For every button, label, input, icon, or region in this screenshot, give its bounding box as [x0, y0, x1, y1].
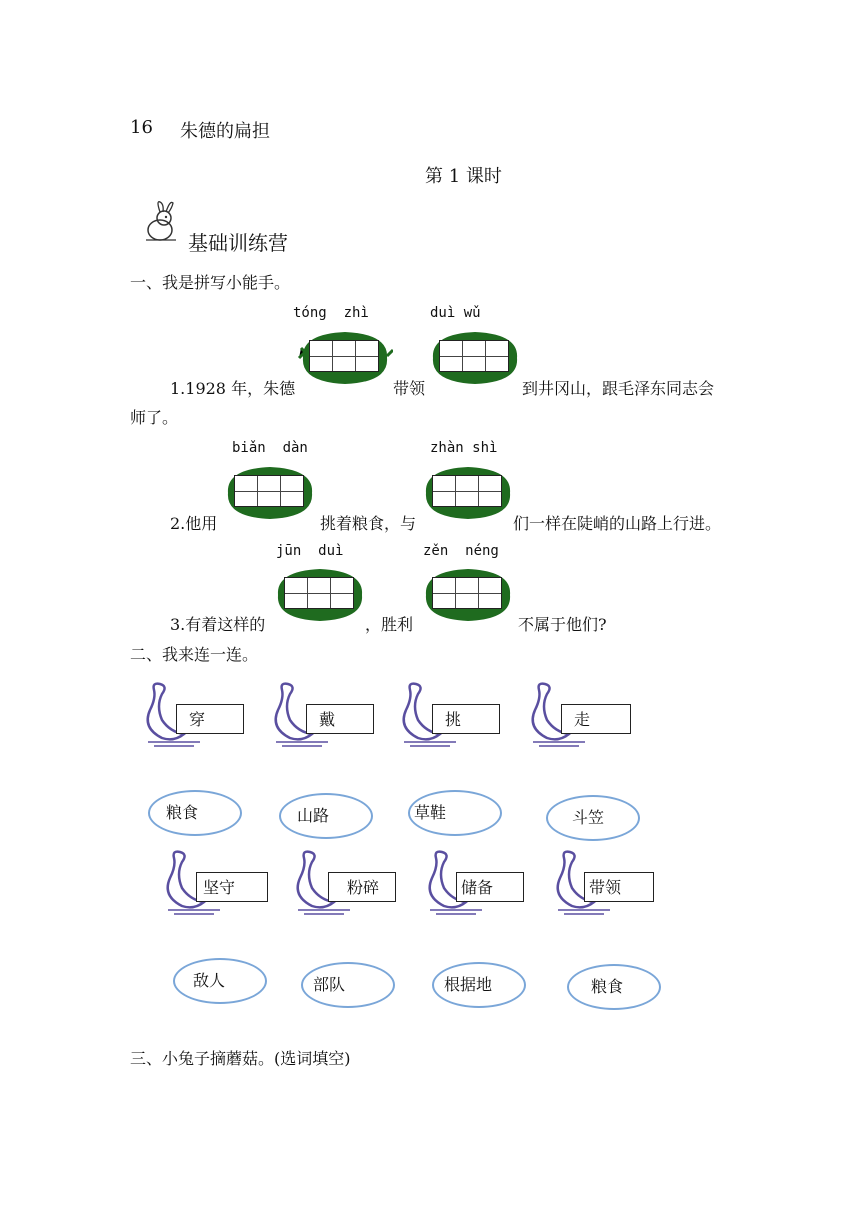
- q3-text-c: 不属于他们?: [518, 615, 607, 634]
- part1-heading: 一、我是拼写小能手。: [130, 273, 291, 292]
- verb-box: 粉碎: [328, 872, 396, 902]
- verb-box: 带领: [584, 872, 654, 902]
- verb-box: 坚守: [196, 872, 268, 902]
- q1-text-b: 带领: [393, 379, 426, 398]
- pinyin-duiwu: duì wǔ: [430, 305, 481, 321]
- noun-oval[interactable]: 敌人: [173, 958, 267, 1004]
- hedge-answer-1a[interactable]: [297, 328, 393, 388]
- pinyin-zhanshi: zhàn shì: [430, 440, 498, 456]
- q1-text-c: 到井冈山，跟毛泽东同志会: [522, 379, 715, 398]
- q2-text-a: 2.他用: [170, 514, 218, 533]
- verb-box: 戴: [306, 704, 374, 734]
- noun-oval[interactable]: 山路: [279, 793, 373, 839]
- lesson-title: 朱德的扁担: [180, 121, 270, 142]
- verb-box: 挑: [432, 704, 500, 734]
- q3-text-a: 3.有着这样的: [170, 615, 266, 634]
- verb-item[interactable]: [140, 680, 250, 750]
- part2-heading: 二、我来连一连。: [130, 645, 259, 664]
- q1-text-a: 1.1928 年，朱德: [170, 379, 296, 398]
- lesson-number: 16: [130, 117, 153, 138]
- verb-box: 储备: [456, 872, 524, 902]
- q2-text-c: 们一样在陡峭的山路上行进。: [513, 514, 722, 533]
- verb-box: 穿: [176, 704, 244, 734]
- verb-box: 走: [561, 704, 631, 734]
- hedge-answer-2a[interactable]: [222, 463, 318, 523]
- hedge-answer-3a[interactable]: [272, 565, 368, 625]
- hedge-answer-1b[interactable]: [427, 328, 523, 388]
- noun-oval[interactable]: 根据地: [432, 962, 526, 1008]
- verb-item[interactable]: [550, 848, 660, 918]
- q3-text-b: ，胜利: [365, 615, 414, 634]
- verb-item[interactable]: [422, 848, 532, 918]
- noun-oval[interactable]: 部队: [301, 962, 395, 1008]
- session-label: 第 1 课时: [425, 166, 502, 187]
- noun-oval[interactable]: 粮食: [567, 964, 661, 1010]
- hedge-answer-2b[interactable]: [420, 463, 516, 523]
- noun-oval[interactable]: 草鞋: [408, 790, 502, 836]
- pinyin-zenneng: zěn néng: [423, 543, 499, 559]
- part3-heading: 三、小兔子摘蘑菇。(选词填空): [130, 1049, 351, 1068]
- pinyin-tongzhi: tóng zhì: [293, 305, 369, 321]
- section-header: 基础训练营: [188, 231, 288, 255]
- rabbit-icon: [138, 200, 184, 246]
- q2-text-b: 挑着粮食，与: [320, 514, 417, 533]
- pinyin-jundui: jūn duì: [276, 543, 344, 559]
- q1-text-d: 师了。: [130, 408, 179, 427]
- pinyin-biandan: biǎn dàn: [232, 440, 308, 456]
- hedge-answer-3b[interactable]: [420, 565, 516, 625]
- noun-oval[interactable]: 粮食: [148, 790, 242, 836]
- verb-item[interactable]: [525, 680, 635, 750]
- verb-item[interactable]: [290, 848, 400, 918]
- verb-item[interactable]: [268, 680, 378, 750]
- noun-oval[interactable]: 斗笠: [546, 795, 640, 841]
- verb-item[interactable]: [396, 680, 506, 750]
- verb-item[interactable]: [160, 848, 270, 918]
